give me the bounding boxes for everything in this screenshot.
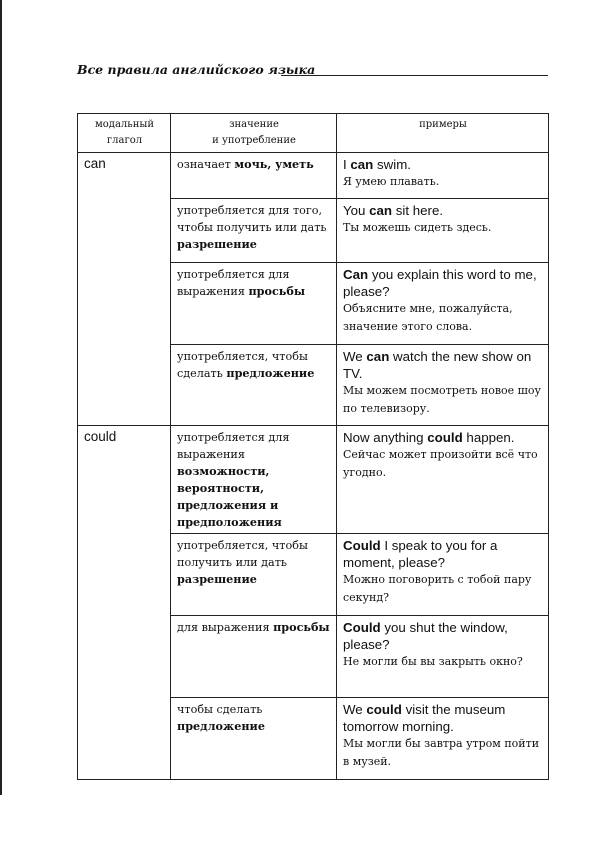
header-rule — [281, 75, 548, 76]
usage-cell — [171, 345, 337, 426]
example-english-text: sit here. — [392, 203, 444, 218]
example-cell — [337, 616, 549, 698]
example-english-text: I speak to you for a moment, please? — [343, 538, 498, 570]
example-english-text-bold: could — [366, 702, 402, 717]
usage-text-bold: просьбы — [273, 620, 330, 634]
column-header-verb: модальный глагол — [78, 114, 171, 153]
example-english — [343, 619, 543, 653]
header-title: Все правила английского языка — [77, 62, 316, 77]
example-english — [343, 202, 543, 219]
modal-verbs-table — [77, 113, 549, 780]
usage-cell — [171, 426, 337, 534]
example-english — [343, 701, 543, 735]
table-row — [78, 426, 549, 534]
example-english-text: We — [343, 349, 367, 364]
usage-cell — [171, 199, 337, 263]
example-cell — [337, 534, 549, 616]
example-russian: Мы могли бы завтра утром пойти в музей. — [343, 737, 540, 768]
table-body — [78, 153, 549, 780]
usage-cell — [171, 534, 337, 616]
running-header — [77, 62, 548, 82]
example-english-text: you shut the window, please? — [343, 620, 508, 652]
example-english — [343, 266, 543, 300]
example-english — [343, 348, 543, 382]
usage-text: употребляется, чтобы сделать — [177, 350, 308, 380]
example-english-text: Now anything — [343, 430, 428, 445]
example-english — [343, 429, 543, 446]
example-cell — [337, 263, 549, 345]
usage-text: употребляется для выражения — [177, 431, 290, 461]
usage-cell — [171, 698, 337, 780]
example-english-text-bold: can — [350, 157, 374, 172]
usage-text-bold: предложение — [177, 719, 265, 733]
table-header-row — [78, 114, 549, 153]
example-russian: Мы можем посмотреть новое шоу по телевизору. — [343, 384, 541, 415]
example-english-text: We — [343, 702, 367, 717]
usage-text-bold: предложение — [226, 366, 315, 380]
usage-text: употребляется, чтобы получить или дать — [177, 539, 308, 569]
example-english-text-bold: can — [369, 203, 393, 218]
usage-text: чтобы сделать — [177, 703, 263, 716]
example-cell — [337, 153, 549, 199]
example-russian: Объясните мне, пожалуйста, значение этого слова. — [343, 302, 513, 333]
usage-text: употребляется для того, чтобы получить или дать — [177, 204, 327, 234]
example-english-text-bold: Could — [343, 620, 381, 635]
example-english — [343, 156, 543, 173]
example-cell — [337, 426, 549, 534]
example-russian: Не могли бы вы закрыть окно? — [343, 655, 523, 668]
example-english-text: You — [343, 203, 370, 218]
usage-text: означает — [177, 158, 235, 171]
usage-cell — [171, 616, 337, 698]
example-english-text: happen. — [462, 430, 515, 445]
usage-text-bold: разрешение — [177, 237, 257, 251]
table-row — [78, 153, 549, 199]
example-english-text-bold: Could — [343, 538, 381, 553]
example-english-text-bold: Can — [343, 267, 369, 282]
example-english-text: swim. — [373, 157, 411, 172]
column-header-usage: значение и употребление — [171, 114, 337, 153]
page-edge-line — [0, 0, 2, 795]
usage-cell — [171, 263, 337, 345]
example-english-text: watch the new show on TV. — [343, 349, 532, 381]
example-cell — [337, 345, 549, 426]
column-header-examples: примеры — [337, 114, 549, 153]
usage-cell — [171, 153, 337, 199]
example-english-text-bold: can — [366, 349, 390, 364]
example-cell — [337, 698, 549, 780]
usage-text-bold: мочь, уметь — [234, 157, 314, 171]
example-russian: Можно поговорить с тобой пару секунд? — [343, 573, 532, 604]
usage-text-bold: возможности, вероятности, предложения и предположения — [177, 464, 282, 529]
usage-text: употребляется для выражения — [177, 268, 290, 298]
example-english — [343, 537, 543, 571]
example-russian: Ты можешь сидеть здесь. — [343, 221, 492, 234]
modal-verb-cell: could — [78, 426, 171, 780]
example-russian: Сейчас может произойти всё что угодно. — [343, 448, 538, 479]
usage-text-bold: просьбы — [248, 284, 306, 298]
example-russian: Я умею плавать. — [343, 175, 440, 188]
example-english-text: visit the museum tomorrow morning. — [343, 702, 506, 734]
example-english-text-bold: could — [427, 430, 463, 445]
usage-text-bold: разрешение — [177, 572, 257, 586]
modal-verb-cell: can — [78, 153, 171, 426]
example-english-text: I — [343, 157, 351, 172]
example-english-text: you explain this word to me, please? — [343, 267, 537, 299]
example-cell — [337, 199, 549, 263]
usage-text: для выражения — [177, 621, 274, 634]
